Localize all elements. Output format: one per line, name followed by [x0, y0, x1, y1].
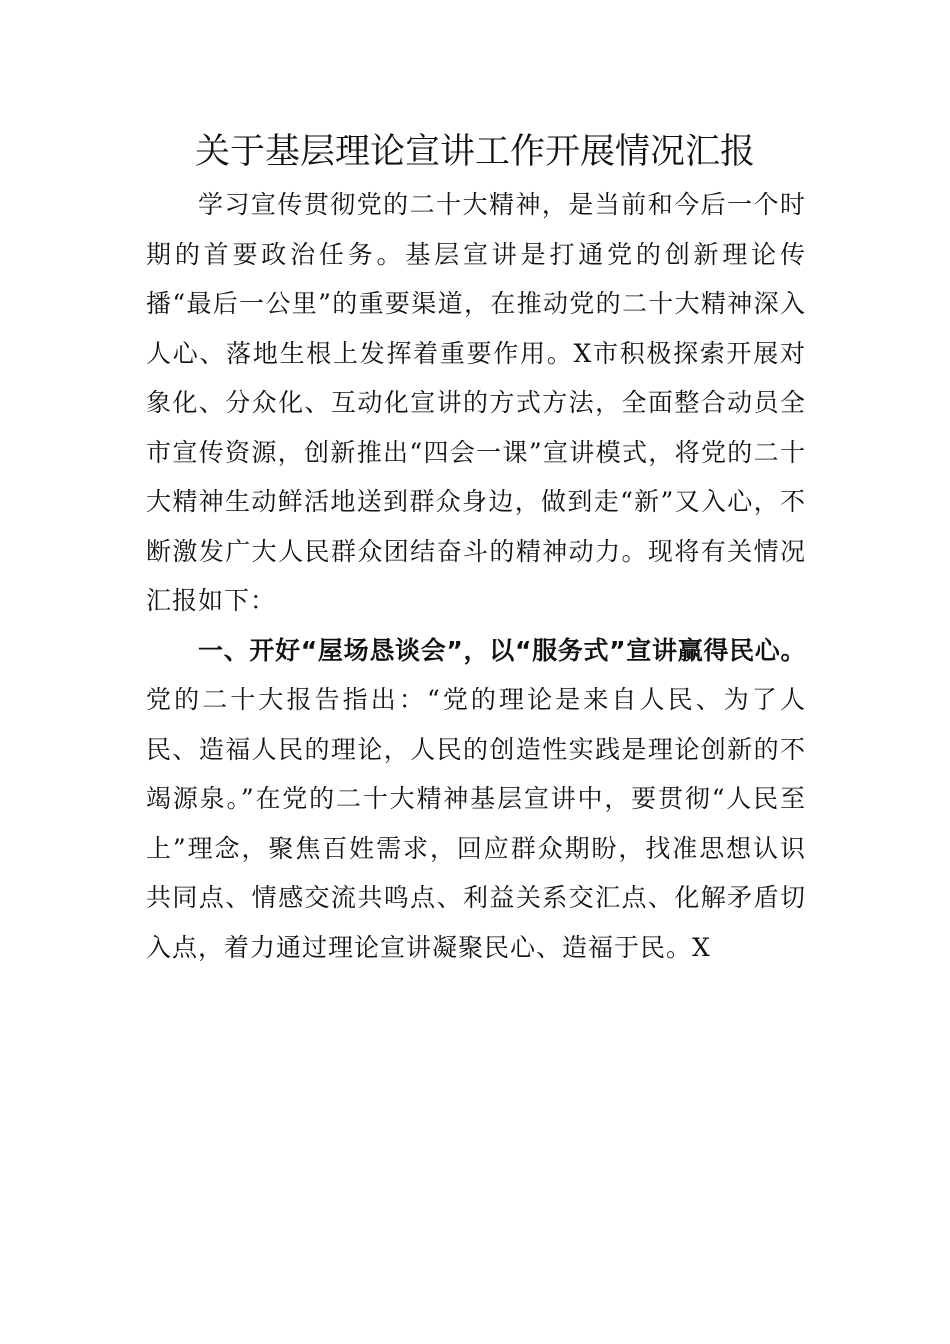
intro-paragraph-text: 学习宣传贯彻党的二十大精神，是当前和今后一个时期的首要政治任务。基层宣讲是打通党的创新理论传播“最后一公里”的重要渠道，在推动党的二十大精神深入人心、落地生根上发挥着重要作用。X市积极探索开展对象化、分众化、互动化宣讲的方式方法，全面整合动员全市宣传资源，创新推出“四会一课”宣讲模式，将党的二十大精神生动鲜活地送到群众身边，做到走“新”又入心，不断激发广大人民群众团结奋斗的精神动力。现将有关情况汇报如下：: [146, 190, 806, 615]
section-one-heading: 一、开好“屋场恳谈会”，以“服务式”宣讲赢得民心。: [198, 635, 806, 665]
section-one-paragraph: [146, 626, 806, 973]
section-one-text: 党的二十大报告指出：“党的理论是来自人民、为了人民、造福人民的理论，人民的创造性实践是理论创新的不竭源泉。”在党的二十大精神基层宣讲中，要贯彻“人民至上”理念，聚焦百姓需求，回应群众期盼，找准思想认识共同点、情感交流共鸣点、利益关系交汇点、化解矛盾切入点，着力通过理论宣讲凝聚民心、造福于民。X: [146, 685, 806, 962]
intro-paragraph: [146, 180, 806, 626]
document-body: [146, 180, 806, 972]
document-title: 关于基层理论宣讲工作开展情况汇报: [194, 132, 755, 172]
